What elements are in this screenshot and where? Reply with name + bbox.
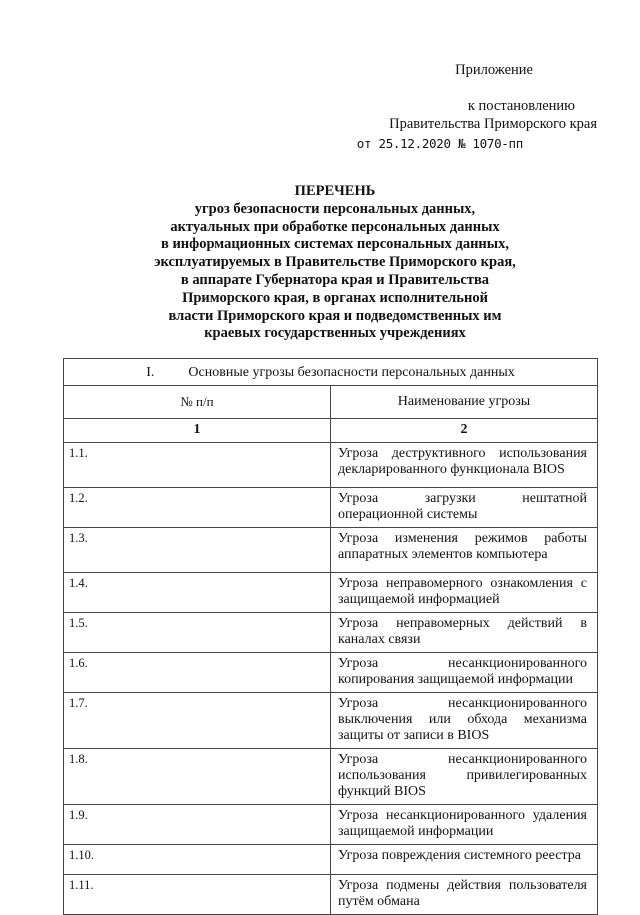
appendix-government-line: Правительства Приморского края: [389, 116, 597, 132]
column-index-num: 1: [64, 419, 331, 443]
document-heading: [85, 183, 585, 343]
row-threat-name: Угроза несанкционированного копирования защищаемой информации: [331, 653, 598, 693]
heading-line: Приморского края, в органах исполнительной: [182, 289, 488, 306]
row-number: 1.6.: [64, 653, 331, 693]
row-number: 1.10.: [64, 845, 331, 875]
section-header-cell: [64, 359, 598, 386]
heading-title: ПЕРЕЧЕНЬ: [294, 183, 376, 199]
row-number: 1.11.: [64, 875, 331, 915]
heading-line: в информационных системах персональных данных,: [161, 236, 509, 253]
row-threat-name: Угроза неправомерных действий в каналах связи: [331, 613, 598, 653]
row-number: 1.4.: [64, 573, 331, 613]
column-header-num: № п/п: [64, 386, 331, 419]
column-header-row: [64, 386, 598, 419]
table-row: [64, 653, 598, 693]
table-row: [64, 443, 598, 488]
heading-line: краевых государственных учреждениях: [204, 325, 466, 342]
heading-line: эксплуатируемых в Правительстве Приморского края,: [154, 254, 516, 271]
appendix-resolution-line: к постановлению: [467, 98, 575, 114]
heading-line: в аппарате Губернатора края и Правительства: [180, 271, 490, 288]
heading-line: власти Приморского края и подведомственных им: [168, 307, 502, 324]
table-row: [64, 488, 598, 528]
table-row: [64, 613, 598, 653]
row-threat-name: Угроза несанкционированного использования привилегированных функций BIOS: [331, 749, 598, 805]
table-row: [64, 693, 598, 749]
row-threat-name: Угроза деструктивного использования декларированного функционала BIOS: [331, 443, 598, 488]
column-header-name: Наименование угрозы: [331, 386, 598, 419]
table-row: [64, 573, 598, 613]
row-number: 1.2.: [64, 488, 331, 528]
row-number: 1.5.: [64, 613, 331, 653]
row-threat-name: Угроза несанкционированного выключения или обхода механизма защиты от записи в BIOS: [331, 693, 598, 749]
column-index-row: [64, 419, 598, 443]
column-index-name: 2: [331, 419, 598, 443]
row-threat-name: Угроза загрузки нештатной операционной системы: [331, 488, 598, 528]
section-number: I.: [146, 365, 155, 380]
row-threat-name: Угроза повреждения системного реестра: [331, 845, 598, 875]
row-threat-name: Угроза подмены действия пользователя путём обмана: [331, 875, 598, 915]
row-number: 1.9.: [64, 805, 331, 845]
threats-table: [63, 358, 598, 915]
table-row: [64, 528, 598, 573]
appendix-title: Приложение: [455, 62, 533, 78]
row-number: 1.1.: [64, 443, 331, 488]
table-row: [64, 749, 598, 805]
section-header-row: [64, 359, 598, 386]
table-row: [64, 845, 598, 875]
row-number: 1.7.: [64, 693, 331, 749]
row-threat-name: Угроза несанкционированного удаления защищаемой информации: [331, 805, 598, 845]
table-row: [64, 875, 598, 915]
section-title: Основные угрозы безопасности персональных данных: [188, 365, 515, 380]
appendix-date-number: от 25.12.2020 № 1070-пп: [356, 136, 523, 151]
row-threat-name: Угроза изменения режимов работы аппаратных элементов компьютера: [331, 528, 598, 573]
heading-line: угроз безопасности персональных данных,: [194, 200, 476, 217]
row-number: 1.3.: [64, 528, 331, 573]
heading-line: актуальных при обработке персональных данных: [170, 218, 500, 235]
table-row: [64, 805, 598, 845]
row-number: 1.8.: [64, 749, 331, 805]
row-threat-name: Угроза неправомерного ознакомления с защищаемой информацией: [331, 573, 598, 613]
